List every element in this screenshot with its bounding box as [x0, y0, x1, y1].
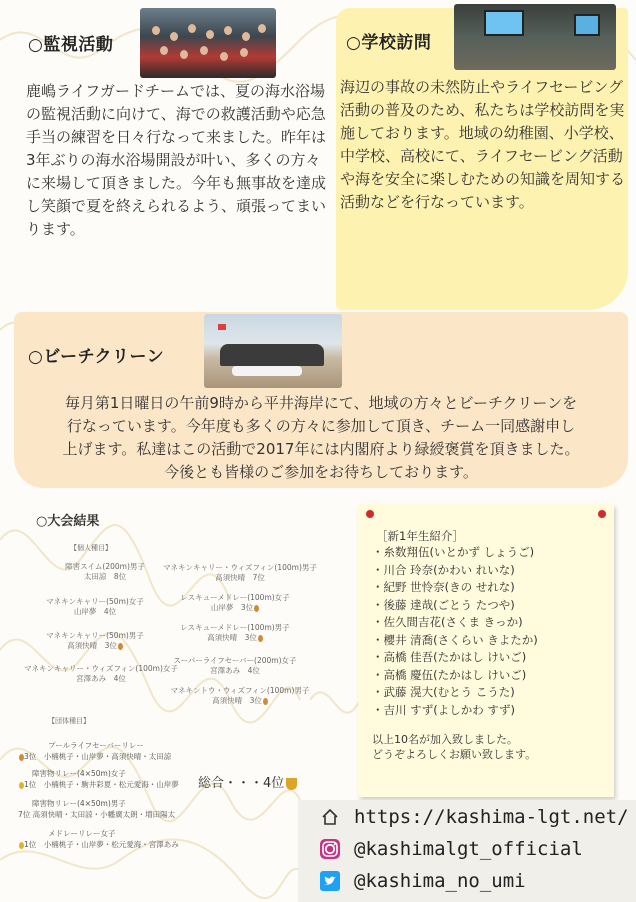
lifeguard-team-photo [140, 8, 276, 78]
school-visit-title: ○学校訪問 [346, 33, 432, 53]
newcomers-footer: 以上10名が加入致しました。 どうぞよろしくお願い致します。 [372, 733, 537, 761]
list-item: ・糸数翔伍(いとかず しょうご) [372, 545, 535, 559]
twitter-icon [320, 871, 340, 891]
school-visit-photo [454, 4, 616, 70]
twitter-handle[interactable]: @kashima_no_umi [354, 870, 526, 892]
list-item: ・高橋 佳吾(たかはし けいご) [372, 650, 527, 664]
pin-icon [366, 510, 374, 518]
beach-clean-photo [204, 314, 342, 388]
result-item: 障害スイム(200m)男子 太田諒 8位 [65, 562, 145, 581]
instagram-row[interactable] [320, 838, 583, 860]
newcomers-list [372, 544, 538, 719]
instagram-icon [320, 839, 340, 859]
surveillance-title: ○監視活動 [28, 35, 114, 55]
twitter-row[interactable] [320, 870, 526, 892]
list-item: ・後藤 達哉(ごとう たつや) [372, 597, 515, 612]
team-result-item: 障害物リレー(4×50m)女子 1位 小楠桃子・駒井彩夏・松元愛海・山岸夢 [18, 768, 179, 790]
surveillance-section [20, 10, 330, 310]
bronze-medal-icon [118, 643, 123, 650]
results-title: ○大会結果 [36, 514, 100, 529]
bronze-medal-icon [263, 698, 268, 705]
website-link[interactable]: https://kashima-lgt.net/ [354, 806, 629, 828]
school-visit-section [336, 8, 628, 310]
home-icon [320, 807, 340, 827]
contact-box [298, 800, 636, 902]
instagram-handle[interactable]: @kashimalgt_official [354, 838, 583, 860]
newcomers-heading: ［新1年生紹介］ [376, 529, 464, 543]
result-item: マネキンキャリー(50m)女子 山岸夢 4位 [46, 597, 144, 616]
beach-text-line: 上げます。私達はこの活動で2017年には内閣府より緑綬褒賞を頂きました。 [62, 440, 580, 458]
list-item: ・紀野 世怜奈(きの せれな) [372, 580, 515, 594]
result-item: マネキンキャリー・ウィズフィン(100m)女子 宮澤あみ 4位 [24, 664, 178, 683]
bronze-medal-icon [258, 635, 263, 642]
result-item: マネキンキャリー(50m)男子 高須快晴 3位 [46, 631, 144, 650]
team-result-item: メドレーリレー女子 1位 小楠桃子・山岸夢・松元愛海・宮澤あみ [18, 828, 179, 850]
team-result-item: プールライフセーバーリレー 3位 小楠桃子・山岸夢・高須快晴・太田諒 [18, 740, 171, 762]
result-item: レスキューメドレー(100m)女子 山岸夢 3位 [180, 593, 290, 612]
result-item: マネキンキャリー・ウィズフィン(100m)男子 高須快晴 7位 [163, 563, 317, 582]
beach-clean-section [14, 312, 628, 488]
list-item: ・吉川 すず(よしかわ すず) [372, 702, 516, 717]
list-item: ・高橋 慶伍(たかはし けいご) [372, 667, 527, 682]
result-item: マネキントウ・ウィズフィン(100m)男子 高須快晴 3位 [170, 686, 310, 705]
result-item: スーパーライフセーバー(200m)女子 宮澤あみ 4位 [173, 656, 297, 675]
beach-clean-text [24, 392, 618, 484]
list-item: ・佐久間吉花(さくま きっか) [372, 615, 523, 629]
result-item: レスキューメドレー(100m)男子 高須快晴 3位 [180, 623, 290, 642]
bronze-medal-icon [254, 605, 259, 612]
list-item: ・武藤 滉大(むとう こうた) [372, 685, 515, 699]
school-visit-text: 海辺の事故の未然防止やライフセービング活動の普及のため、私たちは学校訪問を実施しております。地域の幼稚園、小学校、中学校、高校にて、ライフセービング活動や海を安全に楽しむための知識を周知する活動などを行なっています。 [340, 78, 626, 211]
beach-text-line: 今後とも皆様のご参加をお待ちしております。 [164, 463, 478, 481]
beach-clean-title: ○ビーチクリーン [28, 347, 165, 367]
website-row[interactable] [320, 806, 629, 828]
team-result-item: 障害物リレー(4×50m)男子 7位 高須快晴・太田諒・小幡廣太朗・増田陽太 [18, 799, 176, 819]
trophy-icon [286, 778, 297, 790]
individual-heading: 【個人種目】 [70, 544, 112, 552]
surveillance-text: 鹿嶋ライフガードチームでは、夏の海水浴場の監視活動に向けて、海での救護活動や応急手当の練習を日々行なって来ました。昨年は3年ぶりの海水浴場開設が叶い、多くの方々に来場して頂きました。今年も無事故を達成し笑顔で夏を終えられるよう、頑張ってまいります。 [26, 82, 327, 238]
pin-icon [598, 510, 606, 518]
beach-text-line: 毎月第1日曜日の午前9時から平井海岸にて、地域の方々とビーチクリーンを [64, 394, 578, 412]
list-item: ・櫻井 清喬(さくらい きよたか) [372, 632, 538, 647]
team-heading: 【団体種目】 [48, 717, 90, 725]
beach-text-line: 行なっています。今年度も多くの方々に参加して頂き、チーム一同感謝申し [66, 417, 576, 435]
overall-result: 総合・・・4位 [198, 772, 297, 791]
newcomers-note [358, 504, 614, 797]
list-item: ・川合 玲奈(かわい れいな) [372, 562, 515, 577]
